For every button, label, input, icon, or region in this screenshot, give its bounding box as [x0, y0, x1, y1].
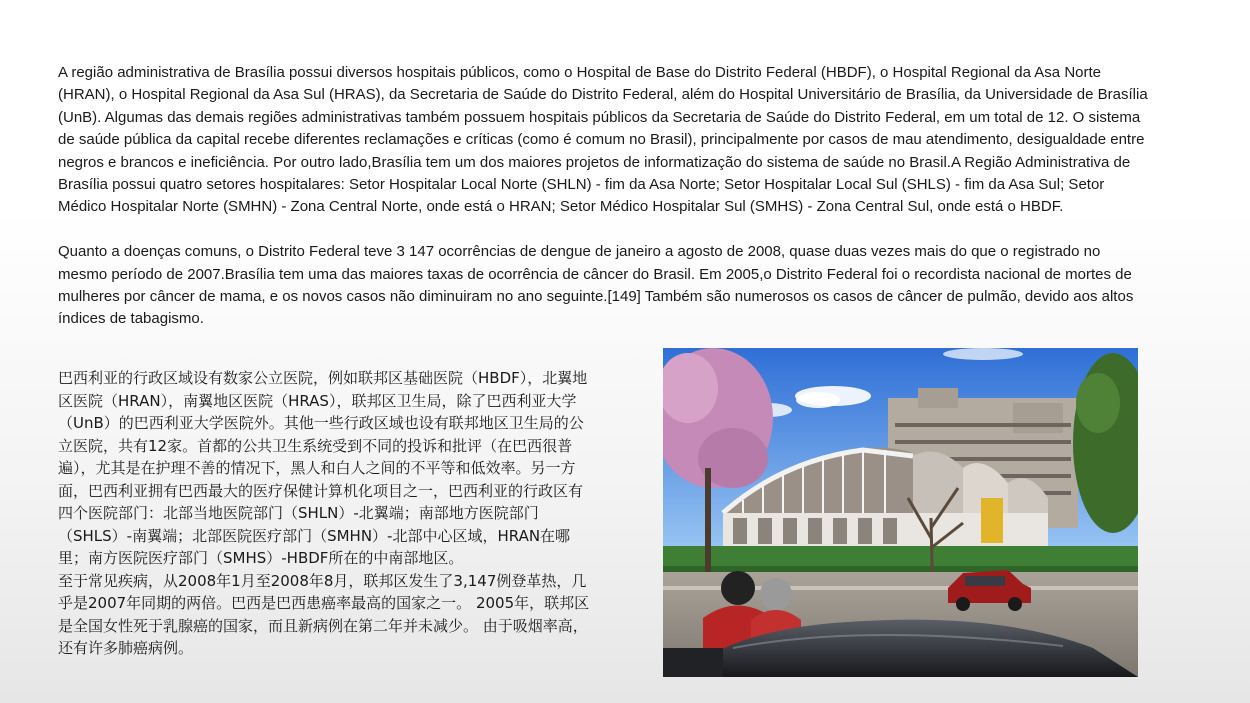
chinese-paragraph-diseases: 至于常见疾病，从2008年1月至2008年8月，联邦区发生了3,147例登革热，几乎是2007年同期的两倍。巴西是巴西患癌率最高的国家之一。 2005年，联邦区是全国女性死于乳腺癌的国家，而且新病例在第二年并未减少。 由于吸烟率高，还有许多肺癌病例。 [58, 571, 590, 657]
portuguese-paragraph-diseases: Quanto a doenças comuns, o Distrito Federal teve 3 147 ocorrências de dengue de janeiro a agosto de 2008, quase duas vezes mais do que o registrado no mesmo período de 2007.Brasília tem uma das maiores taxas de ocorrência de câncer do Brasil. Em 2005,o Distrito Federal foi o recordista nacional de mortes de mulheres por câncer de mama, e os novos casos não diminuiram no ano seguinte.[149] Também são numerosos os casos de câncer de pulmão, devido aos altos índices de tabagismo. [58, 243, 1134, 328]
chinese-text-block [58, 367, 590, 660]
portuguese-paragraph-hospitals: A região administrativa de Brasília possui diversos hospitais públicos, como o Hospital de Base do Distrito Federal (HBDF), o Hospital Regional da Asa Norte (HRAN), o Hospital Regional da Asa Sul (HRAS), da Secretaria de Saúde do Distrito Federal, além do Hospital Universitário de Brasília, da Universidade de Brasília (UnB). Algumas das demais regiões administrativas também possuem hospitais públicos da Secretaria de Saúde do Distrito Federal, em um total de 12. O sistema de saúde pública da capital recebe diferentes reclamações e críticas (como é comum no Brasil), principalmente por casos de mau atendimento, desigualdade entre negros e brancos e ineficiência. Por outro lado,Brasília tem um dos maiores projetos de informatização do sistema de saúde no Brasil.A Região Administrativa de Brasília possui quatro setores hospitalares: Setor Hospitalar Local Norte (SHLN) - fim da Asa Norte; Setor Hospitalar Local Sul (SHLS) - fim da Asa Sul; Setor Médico Hospitalar Norte (SMHN) - Zona Central Norte, onde está o HRAN; Setor Médico Hospitalar Sul (SMHS) - Zona Central Sul, onde está o HBDF. [58, 64, 1148, 216]
portuguese-text-block [58, 62, 1148, 331]
hospital-building-photo [663, 348, 1138, 677]
chinese-paragraph-hospitals: 巴西利亚的行政区域设有数家公立医院，例如联邦区基础医院（HBDF），北翼地区医院（HRAN），南翼地区医院（HRAS），联邦区卫生局，除了巴西利亚大学（UnB）的巴西利亚大学医院外。其他一些行政区域也设有联邦地区卫生局的公立医院，共有12家。首都的公共卫生系统受到不同的投诉和批评（在巴西很普遍），尤其是在护理不善的情况下，黑人和白人之间的不平等和低效率。另一方面，巴西利亚拥有巴西最大的医疗保健计算机化项目之一，巴西利亚的行政区有四个医院部门：北部当地医院部门（SHLN）-北翼端；南部地方医院部门（SHLS）-南翼端；北部医院医疗部门（SMHN）-北部中心区域，HRAN在哪里；南方医院医疗部门（SMHS）-HBDF所在的中南部地区。 [58, 369, 588, 567]
